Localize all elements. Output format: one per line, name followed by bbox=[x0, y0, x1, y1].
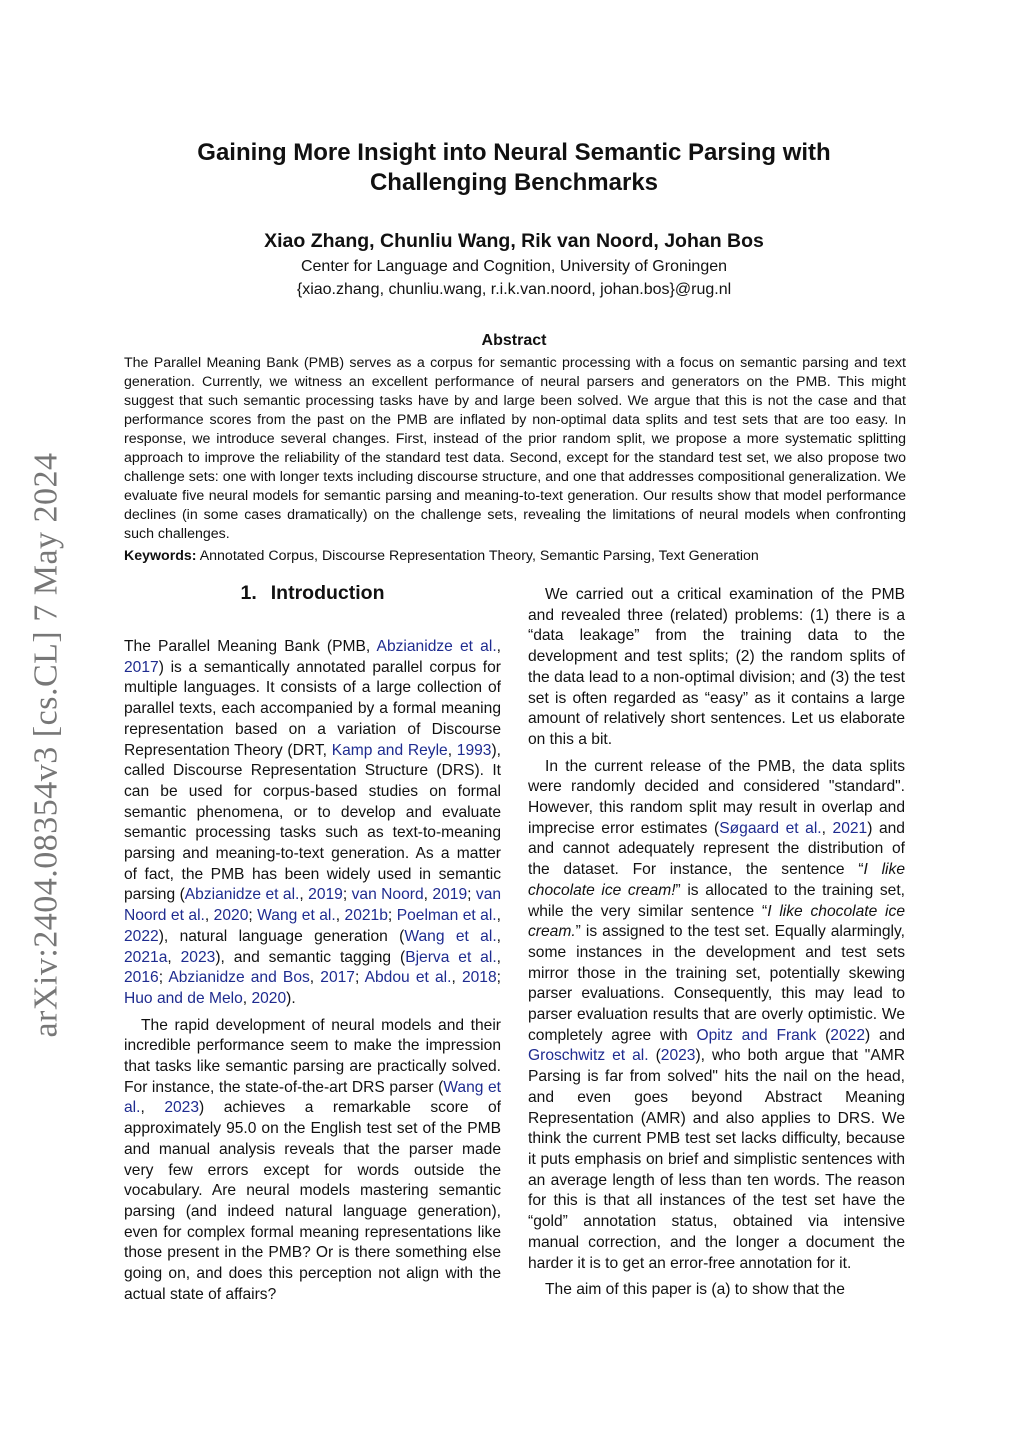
citation-link[interactable]: 2023 bbox=[660, 1047, 696, 1065]
citation-link[interactable]: Groschwitz et al. bbox=[528, 1047, 649, 1065]
citation-link[interactable]: 2020 bbox=[213, 907, 249, 925]
right-column bbox=[528, 580, 905, 1307]
citation-link[interactable]: 2019 bbox=[308, 886, 343, 904]
example-sentence: I like chocolate ice cream! bbox=[528, 861, 905, 899]
paragraph-intro-1: The Parallel Meaning Bank (PMB, Abzianidze et al., 2017) is a semantically annotated parallel corpus for multiple languages. It consists of a large collection of parallel texts, each accompanied by a formal meaning representation based on a variation of Discourse Representation Theory (DRT, Kamp and Reyle, 1993), called Discourse Representation Structure (DRS). It can be used for corpus-based studies on formal semantic phenomena, or to develop and evaluate semantic processing tasks such as text-to-meaning parsing and meaning-to-text generation. As a matter of fact, the PMB has been widely used in semantic parsing (Abzianidze et al., 2019; van Noord, 2019; van Noord et al., 2020; Wang et al., 2021b; Poelman et al., 2022), natural language generation (Wang et al., 2021a, 2023), and semantic tagging (Bjerva et al., 2016; Abzianidze and Bos, 2017; Abdou et al., 2018; Huo and de Melo, 2020). bbox=[124, 638, 502, 1007]
citation-link[interactable]: Wang et al. bbox=[404, 927, 497, 945]
author-emails: {xiao.zhang, chunliu.wang, r.i.k.van.noord, johan.bos}@rug.nl bbox=[296, 281, 732, 298]
paragraph-intro-3: We carried out a critical examination of the PMB and revealed three (related) problems: (1) there is a “data leakage” from the training data to the development and test splits; (2) the random splits of the data lead to a non-optimal division; and (3) the test set is often regarded as “easy” as it contains a large amount of relatively short sentences. Let us elaborate on this a bit. bbox=[528, 586, 905, 748]
left-column bbox=[124, 580, 501, 1312]
keywords-line bbox=[124, 547, 906, 566]
paragraph-intro-4: In the current release of the PMB, the data splits were randomly decided and considered "standard". However, this random split may result in overlap and imprecise error estimates (Søgaard et al., 2021) and and cannot adequately represent the distribution of the dataset. For instance, the sentence “I like chocolate ice cream!” is allocated to the training set, while the very similar sentence “I like chocolate ice cream.” is assigned to the test set. Equally alarmingly, some instances in the development and test sets mirror those in the training set, potentially skewing parser evaluations. Consequently, this may lead to parser evaluation results that are overly optimistic. We completely agree with Opitz and Frank (2022) and Groschwitz et al. (2023), who both argue that "AMR Parsing is far from solved" hits the nail on the head, and even goes beyond Abstract Meaning Representation (AMR) and also applies to DRS. We think the current PMB test set lacks difficulty, because it puts emphasis on brief and simplistic sentences with an average length of less than ten words. The reason for this is that all instances of the test set have the “gold” annotation status, obtained via intensive manual correction, and the longer a document the harder it is to get an error-free annotation for it. bbox=[528, 757, 905, 1272]
citation-link[interactable]: 2021 bbox=[832, 819, 868, 837]
paragraph-intro-2: The rapid development of neural models and their incredible performance seem to make the impression that tasks like semantic parsing are practically solved. For instance, the state-of-the-art DRS parser (Wang et al., 2023) achieves a remarkable score of approximately 95.0 on the English test set of the PMB and manual analysis reveals that the parser made very few errors except for words outside the vocabulary. Are neural models mastering semantic parsing (and indeed natural language generation), even for complex formal meaning representations like those present in the PMB? Or is there something else going on, and does this perception not align with the actual state of affairs? bbox=[124, 1016, 501, 1303]
title-line-2: Challenging Benchmarks bbox=[369, 169, 659, 196]
citation-link[interactable]: Wang et al. bbox=[257, 907, 336, 925]
citation-link[interactable]: 2022 bbox=[124, 927, 159, 945]
citation-link[interactable]: Poelman et al. bbox=[396, 907, 497, 925]
citation-link[interactable]: 2017 bbox=[124, 658, 159, 676]
citation-link[interactable]: 2017 bbox=[320, 969, 355, 987]
arxiv-identifier-stamp bbox=[22, 450, 72, 1040]
citation-link[interactable]: 2018 bbox=[461, 969, 497, 987]
citation-link[interactable]: Abzianidze and Bos bbox=[168, 969, 310, 987]
citation-link[interactable]: 2020 bbox=[251, 989, 287, 1007]
section-heading-introduction bbox=[124, 580, 501, 606]
citation-link[interactable]: Kamp and Reyle bbox=[331, 741, 448, 759]
citation-link[interactable]: 2023 bbox=[164, 1099, 200, 1117]
citation-link[interactable]: 1993 bbox=[456, 741, 492, 759]
citation-link[interactable]: Wang et al. bbox=[124, 1078, 501, 1117]
citation-link[interactable]: Abzianidze et al. bbox=[376, 638, 497, 655]
citation-link[interactable]: van Noord bbox=[351, 886, 424, 904]
citation-link[interactable]: 2021a bbox=[124, 948, 168, 966]
section-number: 1. bbox=[240, 582, 257, 604]
citation-link[interactable]: Abdou et al. bbox=[364, 969, 452, 987]
affiliation: Center for Language and Cognition, University of Groningen bbox=[300, 258, 728, 275]
example-sentence: I like chocolate ice cream. bbox=[528, 902, 905, 941]
citation-link[interactable]: Huo and de Melo bbox=[124, 989, 243, 1007]
abstract-heading: Abstract bbox=[481, 332, 547, 349]
paper-title bbox=[124, 138, 904, 198]
keywords-text: Annotated Corpus, Discourse Representation Theory, Semantic Parsing, Text Generation bbox=[196, 548, 759, 564]
citation-link[interactable]: 2016 bbox=[124, 969, 159, 987]
citation-link[interactable]: Søgaard et al. bbox=[719, 819, 822, 837]
section-title: Introduction bbox=[270, 582, 385, 604]
abstract-text: The Parallel Meaning Bank (PMB) serves as a corpus for semantic processing with a focus on semantic parsing and text generation. Currently, we witness an excellent performance of neural parsers and generators on the PMB. This might suggest that such semantic processing tasks have by and large been solved. We argue that this is not the case and that performance scores from the past on the PMB are inflated by non-optimal data splits and test sets that are too easy. In response, we introduce several changes. First, instead of the prior random split, we propose a more systematic splitting approach to improve the reliability of the standard test data. Second, except for the standard test set, we also propose two challenge sets: one with longer texts including discourse structure, and one that addresses compositional generalization. We evaluate five neural models for semantic parsing and meaning-to-text generation. Our results show that model performance declines (in some cases dramatically) on the challenge sets, revealing the limitations of neural models when confronting such challenges. bbox=[124, 355, 906, 542]
paragraph-intro-5: The aim of this paper is (a) to show that the bbox=[545, 1281, 845, 1299]
citation-link[interactable]: Abzianidze et al. bbox=[184, 886, 300, 904]
citation-link[interactable]: Bjerva et al. bbox=[405, 948, 497, 966]
affiliation-block bbox=[124, 256, 904, 302]
citation-link[interactable]: 2022 bbox=[830, 1026, 865, 1044]
arxiv-identifier-text: arXiv:2404.08354v3 [cs.CL] 7 May 2024 bbox=[28, 452, 66, 1038]
citation-link[interactable]: 2021b bbox=[344, 907, 388, 925]
citation-link[interactable]: 2019 bbox=[432, 886, 468, 904]
keywords-label: Keywords: bbox=[124, 548, 197, 564]
title-line-1: Gaining More Insight into Neural Semantic Parsing with bbox=[197, 139, 831, 166]
author-list: Xiao Zhang, Chunliu Wang, Rik van Noord, Johan Bos bbox=[264, 230, 764, 252]
citation-link[interactable]: 2023 bbox=[180, 948, 216, 966]
citation-link[interactable]: Opitz and Frank bbox=[696, 1026, 817, 1044]
citation-link[interactable]: van Noord et al. bbox=[124, 886, 502, 925]
